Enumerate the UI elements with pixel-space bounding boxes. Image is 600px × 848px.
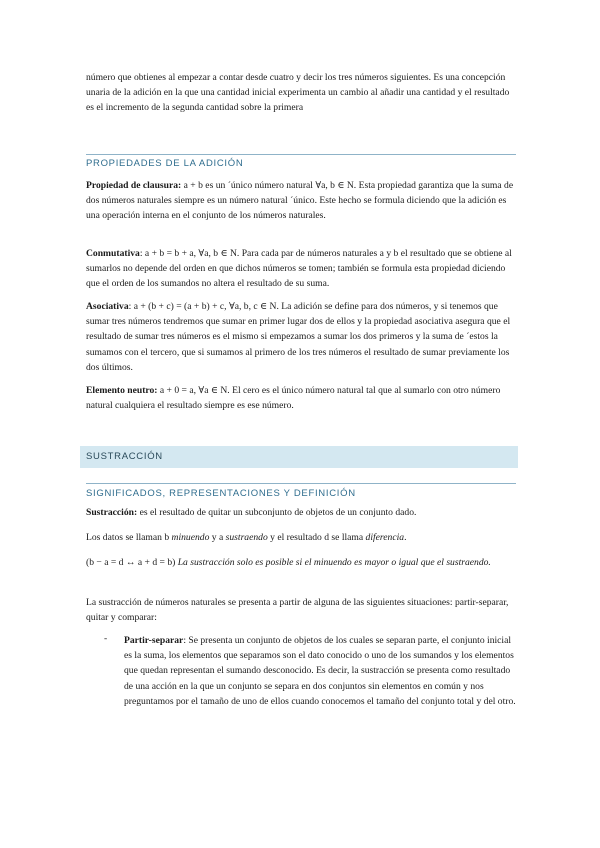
- property-term: Asociativa: [86, 301, 129, 312]
- bullet-term: Partir-separar: [124, 635, 184, 646]
- term-sustraendo: sustraendo: [225, 532, 268, 543]
- property-term: Elemento neutro:: [86, 385, 158, 396]
- subtraction-band: [80, 446, 518, 468]
- term-minuendo: minuendo: [171, 532, 210, 543]
- property-text: : a + b = b + a, ∀a, b ∈ N. Para cada par de números naturales a y b el resultado que se obtiene al sumarlos no depende del orden en que dichos números se tomen; también se formula esta propiedad diciendo que el orden de los sumandos no altera el resultado de su suma.: [86, 248, 512, 290]
- formula-text: (b − a = d ↔ a + d = b): [86, 557, 178, 568]
- property-clausura: [86, 178, 516, 224]
- definition-term: Sustracción:: [86, 507, 138, 518]
- definition-text: es el resultado de quitar un subconjunto de objetos de un conjunto dado.: [137, 507, 417, 518]
- term-diferencia: diferencia: [365, 532, 405, 543]
- property-text: : a + (b + c) = (a + b) + c, ∀a, b, c ∈ N. La adición se define para dos números, y si tenemos que sumar tres números tendremos que sumar en primer lugar dos de ellos y la propiedad asociativa asegura que el resultado de sumar tres números es el mismo si empezamos a sumar los dos primeros y la suma de ´estos la sumamos con el tercero, que si sumamos al primero de los tres números el resultado de sumar previamente los dos últimos.: [86, 301, 511, 373]
- subtraction-data-names: [86, 530, 516, 545]
- subtraction-definition: [86, 505, 516, 520]
- subtraction-formula: [86, 555, 516, 570]
- subtraction-situations: [86, 595, 516, 625]
- section-divider: [86, 483, 516, 484]
- property-conmutativa: [86, 246, 516, 292]
- data-text: Los datos se llaman b: [86, 532, 172, 543]
- formula-note: La sustracción solo es posible si el minuendo es mayor o igual que el sustraendo.: [177, 557, 491, 568]
- bullet-text: : Se presenta un conjunto de objetos de los cuales se separan parte, el conjunto inicial es la suma, los elementos que separamos son el dato conocido o uno de los sumandos y los elementos que quedan representan el sumando desconocido. Es decir, la sustracción se presenta como resultado de una acción en la que un conjunto se separa en dos conjuntos sin elementos en común y nos preguntamos por el tamaño de uno de ellos cuando conocemos el tamaño del conjunto total y del otro.: [124, 635, 516, 707]
- data-text: y a: [209, 532, 226, 543]
- property-asociativa: [86, 299, 516, 375]
- property-elemento-neutro: [86, 383, 516, 413]
- list-item: [104, 633, 516, 709]
- property-text: a + b es un ´único número natural ∀a, b ∈ N. Esta propiedad garantiza que la suma de dos números naturales siempre es un número natural ´único. Este hecho se formula diciendo que la adición es una operación interna en el conjunto de los números naturales.: [86, 180, 514, 222]
- situations-text: La sustracción de números naturales se presenta a partir de alguna de las siguientes situaciones: partir-separar, quitar y comparar:: [86, 597, 509, 624]
- data-text: .: [404, 532, 407, 543]
- bullet-dash: -: [104, 633, 108, 644]
- intro-paragraph: número que obtienes al empezar a contar desde cuatro y decir los tres números siguientes. Es una concepción unaria de la adición en la que una cantidad inicial experimenta un cambio al añadir una cantidad y el resultado es el incremento de la segunda cantidad sobre la primera: [86, 72, 510, 114]
- band-title: SUSTRACCIÓN: [86, 451, 163, 462]
- section-divider: [86, 154, 516, 155]
- property-text: a + 0 = a, ∀a ∈ N. El cero es el único número natural tal que al sumarlo con otro número natural cualquiera el resultado siempre es ese número.: [86, 385, 501, 412]
- property-term: Conmutativa: [86, 248, 140, 259]
- data-text: y el resultado d se llama: [267, 532, 366, 543]
- properties-heading: PROPIEDADES DE LA ADICIÓN: [86, 158, 244, 169]
- property-term: Propiedad de clausura:: [86, 180, 182, 191]
- subtraction-heading: SIGNIFICADOS, REPRESENTACIONES Y DEFINICIÓN: [86, 488, 356, 499]
